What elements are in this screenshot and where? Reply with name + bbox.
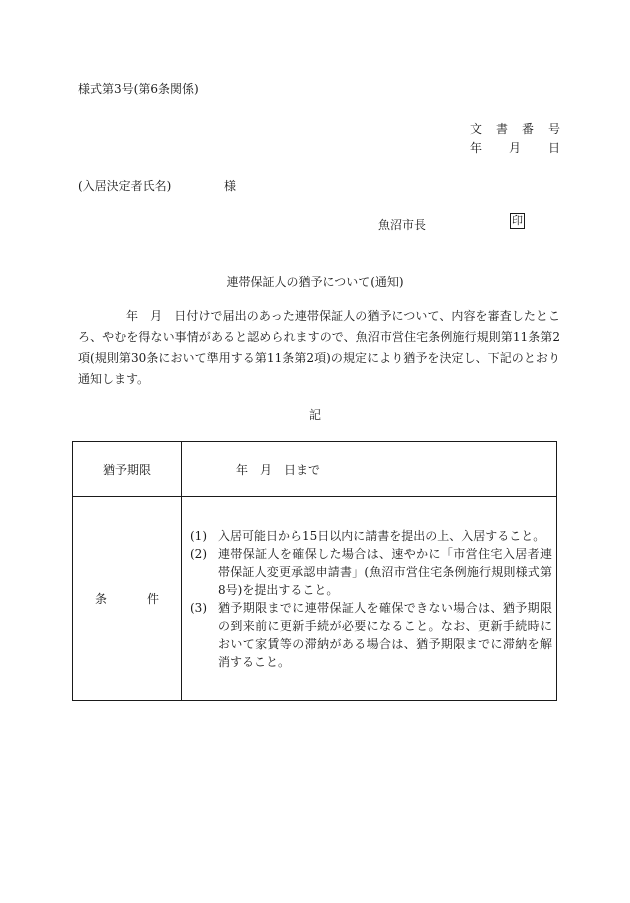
date-year: 年 xyxy=(470,141,483,155)
condition-item xyxy=(182,599,556,671)
issue-date-row xyxy=(470,139,560,156)
doc-number-char: 番 xyxy=(521,122,534,136)
conditions-list xyxy=(182,497,557,701)
date-month: 月 xyxy=(508,141,521,155)
document-title: 連帯保証人の猶予について(通知) xyxy=(226,275,404,289)
condition-text: 入居可能日から15日以内に請書を提出の上、入居すること。 xyxy=(218,528,546,543)
condition-item xyxy=(182,527,556,545)
ki-heading: 記 xyxy=(308,408,321,422)
condition-number: (2) xyxy=(190,546,207,561)
recipient-name-placeholder: (入居決定者氏名) xyxy=(78,179,172,193)
condition-number: (1) xyxy=(190,528,207,543)
recipient-honorific: 様 xyxy=(224,179,237,193)
form-label: 様式第3号(第6条関係) xyxy=(78,82,199,96)
doc-number-char: 号 xyxy=(547,122,560,136)
document-number-row xyxy=(470,120,560,137)
issuer-name: 魚沼市長 xyxy=(378,218,427,232)
conditions-label xyxy=(73,497,182,701)
condition-number: (3) xyxy=(190,600,207,615)
conditions-label-text: 条 件 xyxy=(94,592,173,606)
period-value: 年 月 日まで xyxy=(182,442,557,497)
condition-text: 連帯保証人を確保した場合は、速やかに「市営住宅入居者連帯保証人変更承認申請書」(魚沼市営住宅条例施行規則様式第8号)を提出すること。 xyxy=(218,546,552,597)
table-row-period xyxy=(73,442,557,497)
details-table xyxy=(72,441,557,701)
doc-number-char: 書 xyxy=(495,122,508,136)
body-paragraph: 年 月 日付けで届出のあった連帯保証人の猶予について、内容を審査したところ、やむを得ない事情があると認められますので、魚沼市営住宅条例施行規則第11条第2項(規則第30条において準用する第11条第2項)の規定により猶予を決定し、下記のとおり通知します。 xyxy=(78,309,560,386)
condition-text: 猶予期限までに連帯保証人を確保できない場合は、猶予期限の到来前に更新手続が必要になること。なお、更新手続時において家賃等の滞納がある場合は、猶予期限までに滞納を解消すること。 xyxy=(218,600,552,669)
condition-item xyxy=(182,545,556,599)
table-row-conditions xyxy=(73,497,557,701)
seal-stamp: 印 xyxy=(512,214,523,227)
doc-number-char: 文 xyxy=(470,122,483,136)
date-day: 日 xyxy=(547,141,560,155)
period-label: 猶予期限 xyxy=(73,442,182,497)
